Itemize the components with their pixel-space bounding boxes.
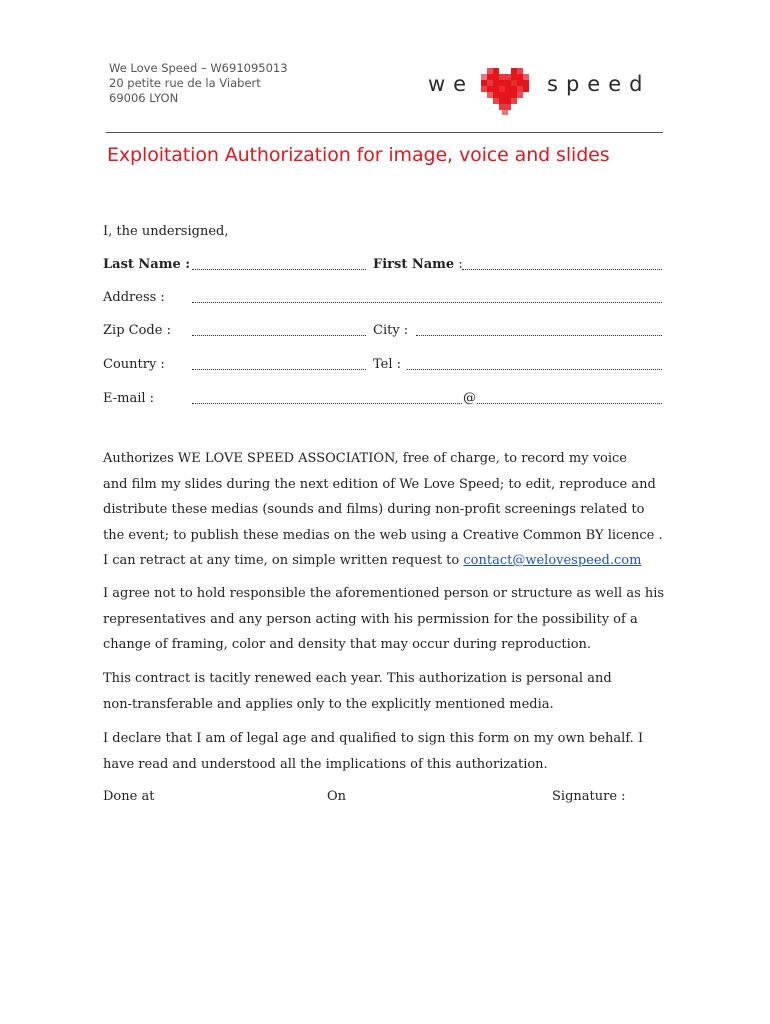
- zip-code-field[interactable]: [192, 334, 366, 336]
- country-label: Country :: [103, 357, 165, 372]
- zip-code-label: Zip Code :: [103, 323, 171, 338]
- email-at-sign: @: [463, 391, 476, 406]
- paragraph-line: non-transferable and applies only to the explicitly mentioned media.: [103, 696, 554, 712]
- address-label: Address :: [103, 290, 165, 305]
- paragraph-line: I declare that I am of legal age and qualified to sign this form on my own behalf. I: [103, 731, 644, 746]
- email-label: E-mail :: [103, 391, 155, 406]
- liability-paragraph: [103, 581, 664, 658]
- email-user-field[interactable]: [192, 402, 462, 404]
- sender-city-line: 69006 LYON: [109, 91, 179, 105]
- logo-word-speed: speed: [547, 72, 651, 96]
- paragraph-line: distribute these medias (sounds and films) during non-profit screenings related to: [103, 502, 645, 517]
- address-field[interactable]: [192, 301, 662, 303]
- last-name-field[interactable]: [192, 268, 366, 270]
- paragraph-line: the event; to publish these medias on the web using a Creative Common BY licence .: [103, 527, 663, 543]
- first-name-colon: :: [458, 257, 463, 272]
- paragraph-line: Authorizes WE LOVE SPEED ASSOCIATION, free of charge, to record my voice: [103, 451, 627, 466]
- last-name-label: Last Name :: [103, 257, 191, 272]
- authorization-paragraph: [103, 446, 663, 574]
- retract-text: I can retract at any time, on simple written request to: [103, 553, 460, 568]
- renewal-paragraph: [103, 666, 612, 717]
- sender-street-line: 20 petite rue de la Viabert: [109, 76, 261, 90]
- city-label: City :: [373, 323, 409, 338]
- paragraph-line: I agree not to hold responsible the aforementioned person or structure as well as his: [103, 586, 665, 601]
- paragraph-line: have read and understood all the implications of this authorization.: [103, 756, 548, 772]
- contact-email-link[interactable]: contact@welovespeed.com: [463, 553, 642, 568]
- logo-word-we: we: [428, 72, 475, 96]
- first-name-label-group: [373, 257, 463, 272]
- paragraph-line: change of framing, color and density that may occur during reproduction.: [103, 637, 592, 652]
- first-name-field[interactable]: [462, 268, 662, 270]
- pixel-heart-icon: [481, 66, 537, 116]
- we-love-speed-logo: [426, 66, 651, 116]
- paragraph-line: and film my slides during the next edition of We Love Speed; to edit, reproduce and: [103, 476, 656, 492]
- country-field[interactable]: [192, 368, 366, 370]
- document-title: Exploitation Authorization for image, voice and slides: [107, 144, 610, 166]
- sender-name-line: We Love Speed – W691095013: [109, 61, 288, 75]
- paragraph-line: representatives and any person acting with his permission for the possibility of a: [103, 611, 638, 627]
- header-divider: [106, 132, 663, 133]
- sender-address-block: [109, 61, 288, 106]
- city-field[interactable]: [416, 334, 662, 336]
- signature-label: Signature :: [552, 789, 626, 804]
- email-domain-field[interactable]: [477, 402, 662, 404]
- declaration-paragraph: [103, 726, 643, 777]
- paragraph-line: This contract is tacitly renewed each year. This authorization is personal and: [103, 671, 612, 686]
- tel-field[interactable]: [407, 368, 662, 370]
- tel-label: Tel :: [373, 357, 402, 372]
- paragraph-line-with-link: [103, 548, 663, 574]
- first-name-label: First Name: [373, 257, 455, 272]
- intro-text: I, the undersigned,: [103, 224, 229, 239]
- date-on-label: On: [327, 789, 347, 804]
- done-at-label: Done at: [103, 789, 155, 804]
